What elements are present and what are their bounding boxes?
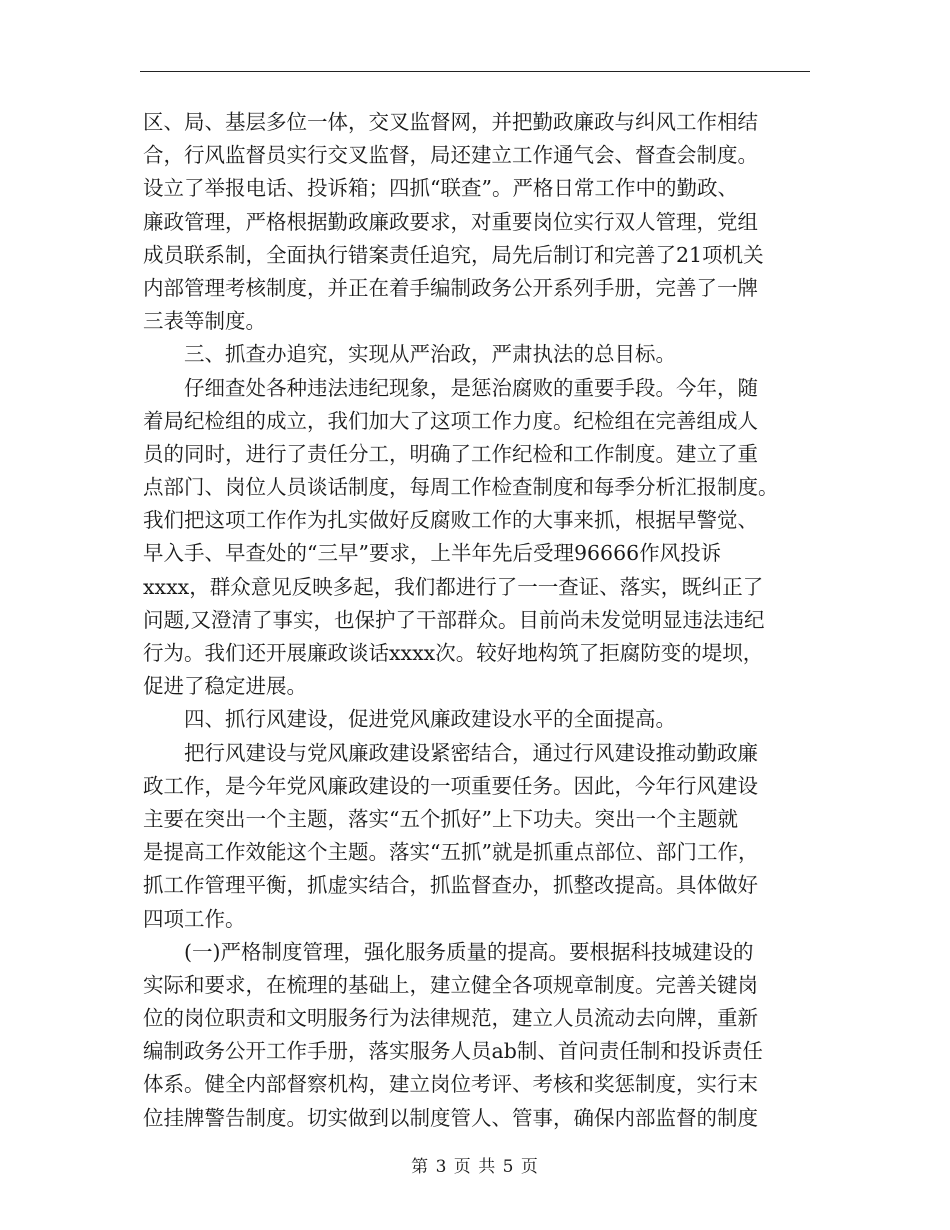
text-line: 成员联系制，全面执行错案责任追究，局先后制订和完善了21项机关 (143, 242, 764, 267)
text-line: 四、抓行风建设，促进党风廉政建设水平的全面提高。 (184, 707, 676, 732)
text-line: 位的岗位职责和文明服务行为法律规范，建立人员流动去向牌，重新 (143, 1006, 758, 1031)
header-rule (140, 71, 810, 72)
text-line: 把行风建设与党风廉政建设紧密结合，通过行风建设推动勤政廉 (184, 740, 758, 765)
text-line: 廉政管理，严格根据勤政廉政要求，对重要岗位实行双人管理，党组 (143, 209, 758, 234)
text-line: 三、抓查办追究，实现从严治政，严肃执法的总目标。 (184, 342, 676, 367)
text-line: 设立了举报电话、投诉箱；四抓“联查”。严格日常工作中的勤政、 (143, 176, 738, 201)
text-line: 主要在突出一个主题，落实“五个抓好”上下功夫。突出一个主题就 (143, 806, 738, 831)
text-line: 早入手、早查处的“三早”要求，上半年先后受理96666作风投诉 (143, 541, 722, 566)
text-line: 行为。我们还开展廉政谈话xxxx次。较好地构筑了拒腐防变的堤坝， (143, 641, 764, 665)
document-body (143, 106, 810, 1135)
text-line: 四项工作。 (143, 906, 246, 931)
text-line: 着局纪检组的成立，我们加大了这项工作力度。纪检组在完善组成人 (143, 408, 758, 433)
text-line: 促进了稳定进展。 (143, 674, 307, 699)
text-line: 抓工作管理平衡，抓虚实结合，抓监督查办，抓整改提高。具体做好 (143, 873, 758, 898)
page-number-footer: 第 3 页 共 5 页 (411, 1157, 539, 1177)
text-line: xxxx，群众意见反映多起，我们都进行了一一查证、落实，既纠正了 (143, 574, 764, 599)
text-line: 编制政务公开工作手册，落实服务人员ab制、首问责任制和投诉责任 (143, 1039, 763, 1064)
text-line: 内部管理考核制度，并正在着手编制政务公开系列手册，完善了一牌 (143, 275, 758, 300)
text-line: 政工作，是今年党风廉政建设的一项重要任务。因此，今年行风建设 (143, 773, 758, 798)
text-line: 实际和要求，在梳理的基础上，建立健全各项规章制度。完善关键岗 (143, 972, 758, 997)
text-line: 点部门、岗位人员谈话制度，每周工作检查制度和每季分析汇报制度。 (143, 475, 779, 500)
text-line: 是提高工作效能这个主题。落实“五抓”就是抓重点部位、部门工作， (143, 840, 759, 865)
text-line: 三表等制度。 (143, 309, 266, 334)
text-line: 仔细查处各种违法违纪现象，是惩治腐败的重要手段。今年，随 (184, 375, 758, 400)
text-line: 合，行风监督员实行交叉监督，局还建立工作通气会、督查会制度。 (143, 143, 758, 168)
text-line: 区、局、基层多位一体，交叉监督网，并把勤政廉政与纠风工作相结 (143, 110, 758, 134)
text-line: 问题,又澄清了事实，也保护了干部群众。目前尚未发觉明显违法违纪 (143, 607, 765, 632)
text-line: 位挂牌警告制度。切实做到以制度管人、管事，确保内部监督的制度 (143, 1105, 758, 1130)
text-line: 体系。健全内部督察机构，建立岗位考评、考核和奖惩制度，实行末 (143, 1072, 758, 1097)
text-line: 我们把这项工作作为扎实做好反腐败工作的大事来抓，根据早警觉、 (143, 508, 758, 533)
text-line: (一)严格制度管理，强化服务质量的提高。要根据科技城建设的 (184, 939, 754, 964)
text-line: 员的同时，进行了责任分工，明确了工作纪检和工作制度。建立了重 (143, 441, 758, 466)
